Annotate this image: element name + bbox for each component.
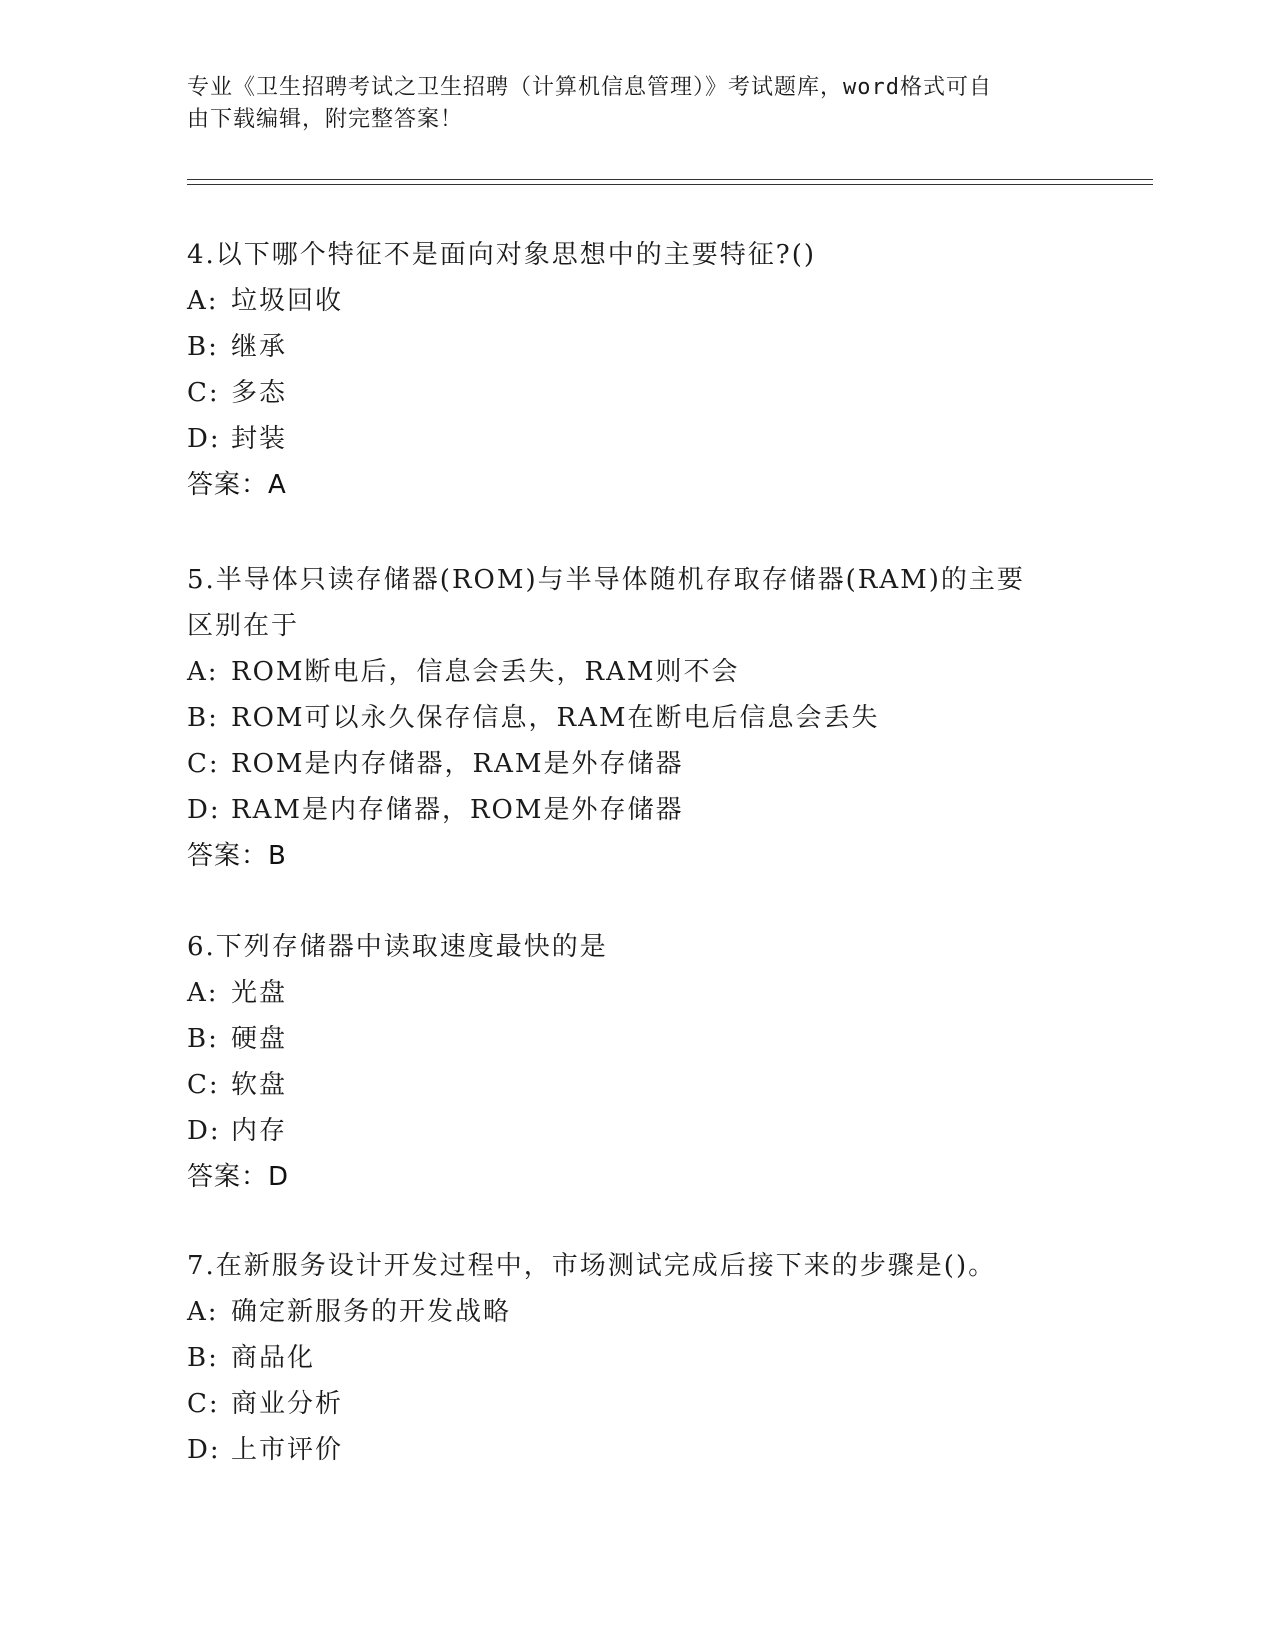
option-text: ROM可以永久保存信息，RAM在断电后信息会丢失 [231, 703, 880, 733]
option-text: 继承 [231, 332, 288, 362]
question-5 [187, 557, 1087, 879]
option-key: B: [187, 1343, 219, 1373]
option-b [187, 1335, 1087, 1381]
option-key: A: [187, 286, 219, 316]
option-key: C: [187, 749, 220, 779]
option-key: A: [187, 1297, 219, 1327]
option-text: ROM是内存储器，RAM是外存储器 [231, 749, 684, 779]
header-line-2: 由下载编辑，附完整答案！ [187, 107, 464, 132]
option-d [187, 787, 1087, 833]
option-text: 光盘 [231, 978, 288, 1008]
option-b [187, 695, 1087, 741]
option-key: C: [187, 378, 220, 408]
question-7 [187, 1243, 1087, 1473]
option-text: 垃圾回收 [231, 286, 344, 316]
option-a [187, 1289, 1087, 1335]
option-a [187, 649, 1087, 695]
option-b [187, 1016, 1087, 1062]
option-d [187, 416, 1087, 462]
option-c [187, 1381, 1087, 1427]
option-b [187, 324, 1087, 370]
option-c [187, 1062, 1087, 1108]
option-text: 多态 [231, 378, 288, 408]
option-text: 商品化 [231, 1343, 316, 1373]
question-stem: 7.在新服务设计开发过程中，市场测试完成后接下来的步骤是()。 [187, 1251, 997, 1281]
option-key: B: [187, 703, 219, 733]
option-text: 内存 [231, 1116, 288, 1146]
header-line-1: 专业《卫生招聘考试之卫生招聘（计算机信息管理）》考试题库，word格式可自 [187, 75, 992, 100]
option-text: RAM是内存储器，ROM是外存储器 [231, 795, 684, 825]
option-text: 商业分析 [231, 1389, 344, 1419]
header-divider-bottom [187, 184, 1153, 185]
option-d [187, 1427, 1087, 1473]
option-key: C: [187, 1070, 220, 1100]
option-key: B: [187, 332, 219, 362]
option-key: B: [187, 1024, 219, 1054]
question-stem: 5.半导体只读存储器(ROM)与半导体随机存取存储器(RAM)的主要区别在于 [187, 565, 1025, 641]
option-c [187, 370, 1087, 416]
question-stem: 6.下列存储器中读取速度最快的是 [187, 932, 608, 962]
option-key: A: [187, 657, 219, 687]
question-6 [187, 924, 1087, 1200]
answer-line: 答案：D [187, 1162, 290, 1192]
option-d [187, 1108, 1087, 1154]
option-text: 封装 [231, 424, 288, 454]
option-key: D: [187, 424, 221, 454]
option-key: D: [187, 1116, 221, 1146]
option-key: D: [187, 1435, 221, 1465]
option-text: ROM断电后，信息会丢失，RAM则不会 [231, 657, 740, 687]
option-key: C: [187, 1389, 220, 1419]
answer-line: 答案：A [187, 470, 287, 500]
option-a [187, 278, 1087, 324]
question-stem: 4.以下哪个特征不是面向对象思想中的主要特征?() [187, 240, 817, 270]
document-header [187, 72, 1087, 136]
option-a [187, 970, 1087, 1016]
option-key: A: [187, 978, 219, 1008]
option-c [187, 741, 1087, 787]
option-text: 硬盘 [231, 1024, 288, 1054]
header-divider-top [187, 179, 1153, 180]
option-text: 确定新服务的开发战略 [231, 1297, 512, 1327]
question-4 [187, 232, 1087, 508]
answer-line: 答案：B [187, 841, 287, 871]
option-text: 软盘 [231, 1070, 288, 1100]
option-text: 上市评价 [231, 1435, 344, 1465]
option-key: D: [187, 795, 221, 825]
